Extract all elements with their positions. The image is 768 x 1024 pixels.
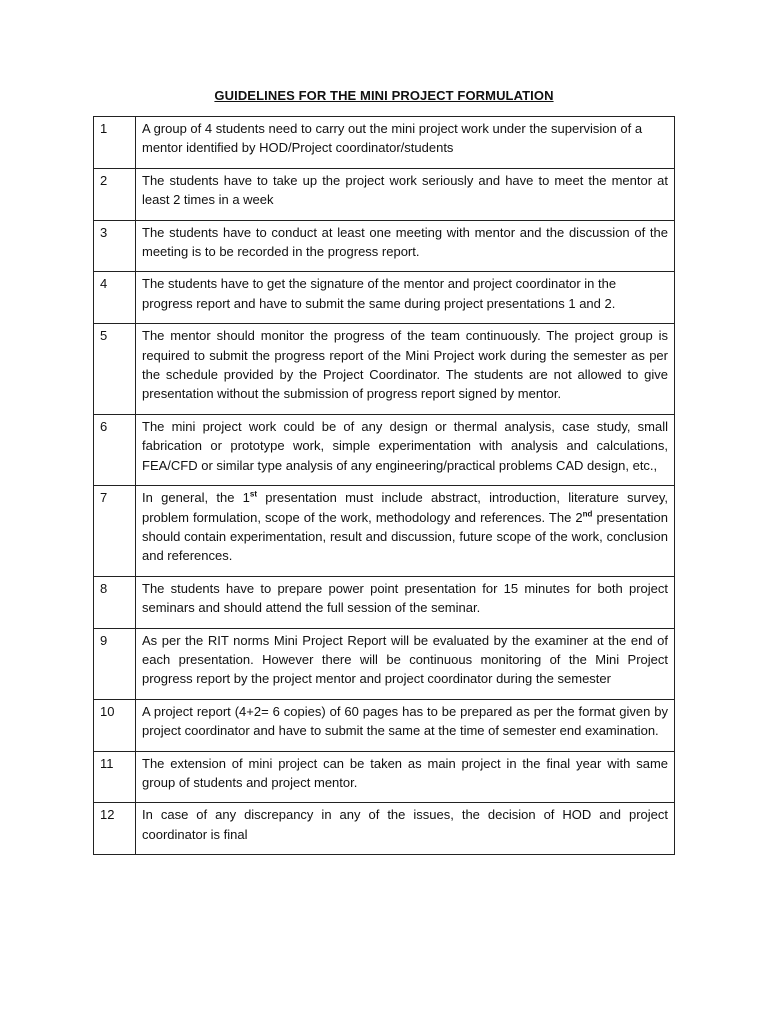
table-row xyxy=(94,699,675,751)
table-row xyxy=(94,803,675,855)
row-text: The students have to get the signature of the mentor and project coordinator in the progress report and have to submit the same during project presentations 1 and 2. xyxy=(136,272,675,324)
table-row xyxy=(94,168,675,220)
superscript-ordinal: st xyxy=(249,489,258,499)
table-row xyxy=(94,220,675,272)
table-row xyxy=(94,414,675,485)
row-number: 9 xyxy=(94,628,136,699)
row-number: 6 xyxy=(94,414,136,485)
row-text: The students have to take up the project work seriously and have to meet the mentor at least 2 times in a week xyxy=(136,168,675,220)
row-text-part: presentation should contain experimentation, result and discussion, future scope of the work, conclusion and references. xyxy=(142,509,668,564)
row-text: In case of any discrepancy in any of the issues, the decision of HOD and project coordinator is final xyxy=(136,803,675,855)
table-row xyxy=(94,628,675,699)
row-text: The extension of mini project can be taken as main project in the final year with same group of students and project mentor. xyxy=(136,751,675,803)
row-text: The students have to prepare power point presentation for 15 minutes for both project seminars and should attend the full session of the seminar. xyxy=(136,576,675,628)
row-number: 10 xyxy=(94,699,136,751)
row-number: 7 xyxy=(94,486,136,577)
row-text: The mentor should monitor the progress of the team continuously. The project group is required to submit the progress report of the Mini Project work during the semester as per the schedule provided by the Project Coordinator. The students are not allowed to give presentation without the submission of progress report signed by mentor. xyxy=(136,324,675,415)
table-row xyxy=(94,576,675,628)
row-text: The students have to conduct at least one meeting with mentor and the discussion of the meeting is to be recorded in the progress report. xyxy=(136,220,675,272)
document-title: GUIDELINES FOR THE MINI PROJECT FORMULATION xyxy=(214,88,554,103)
row-text: The mini project work could be of any design or thermal analysis, case study, small fabrication or prototype work, simple experimentation with analysis and calculations, FEA/CFD or similar type analysis of any engineering/practical problems CAD design, etc., xyxy=(136,414,675,485)
row-text-part: In general, the 1 xyxy=(142,490,250,506)
row-number: 1 xyxy=(94,117,136,169)
row-text: A group of 4 students need to carry out the mini project work under the supervision of a mentor identified by HOD/Project coordinator/students xyxy=(136,117,675,169)
row-number: 2 xyxy=(94,168,136,220)
table-row xyxy=(94,486,675,577)
row-text xyxy=(136,486,675,577)
row-number: 11 xyxy=(94,751,136,803)
row-number: 5 xyxy=(94,324,136,415)
row-number: 8 xyxy=(94,576,136,628)
row-text: A project report (4+2= 6 copies) of 60 pages has to be prepared as per the format given by project coordinator and have to submit the same at the time of semester end examination. xyxy=(136,699,675,751)
row-number: 12 xyxy=(94,803,136,855)
table-row xyxy=(94,751,675,803)
superscript-ordinal: nd xyxy=(582,509,593,519)
row-text-part: presentation must include abstract, introduction, literature survey, problem formulation, scope of the work, methodology and references. The 2 xyxy=(142,490,668,525)
guidelines-table xyxy=(93,116,675,855)
row-text: As per the RIT norms Mini Project Report will be evaluated by the examiner at the end of each presentation. However there will be continuous monitoring of the Mini Project progress report by the project mentor and project coordinator during the semester xyxy=(136,628,675,699)
table-row xyxy=(94,324,675,415)
row-number: 4 xyxy=(94,272,136,324)
table-row xyxy=(94,117,675,169)
row-number: 3 xyxy=(94,220,136,272)
table-row xyxy=(94,272,675,324)
